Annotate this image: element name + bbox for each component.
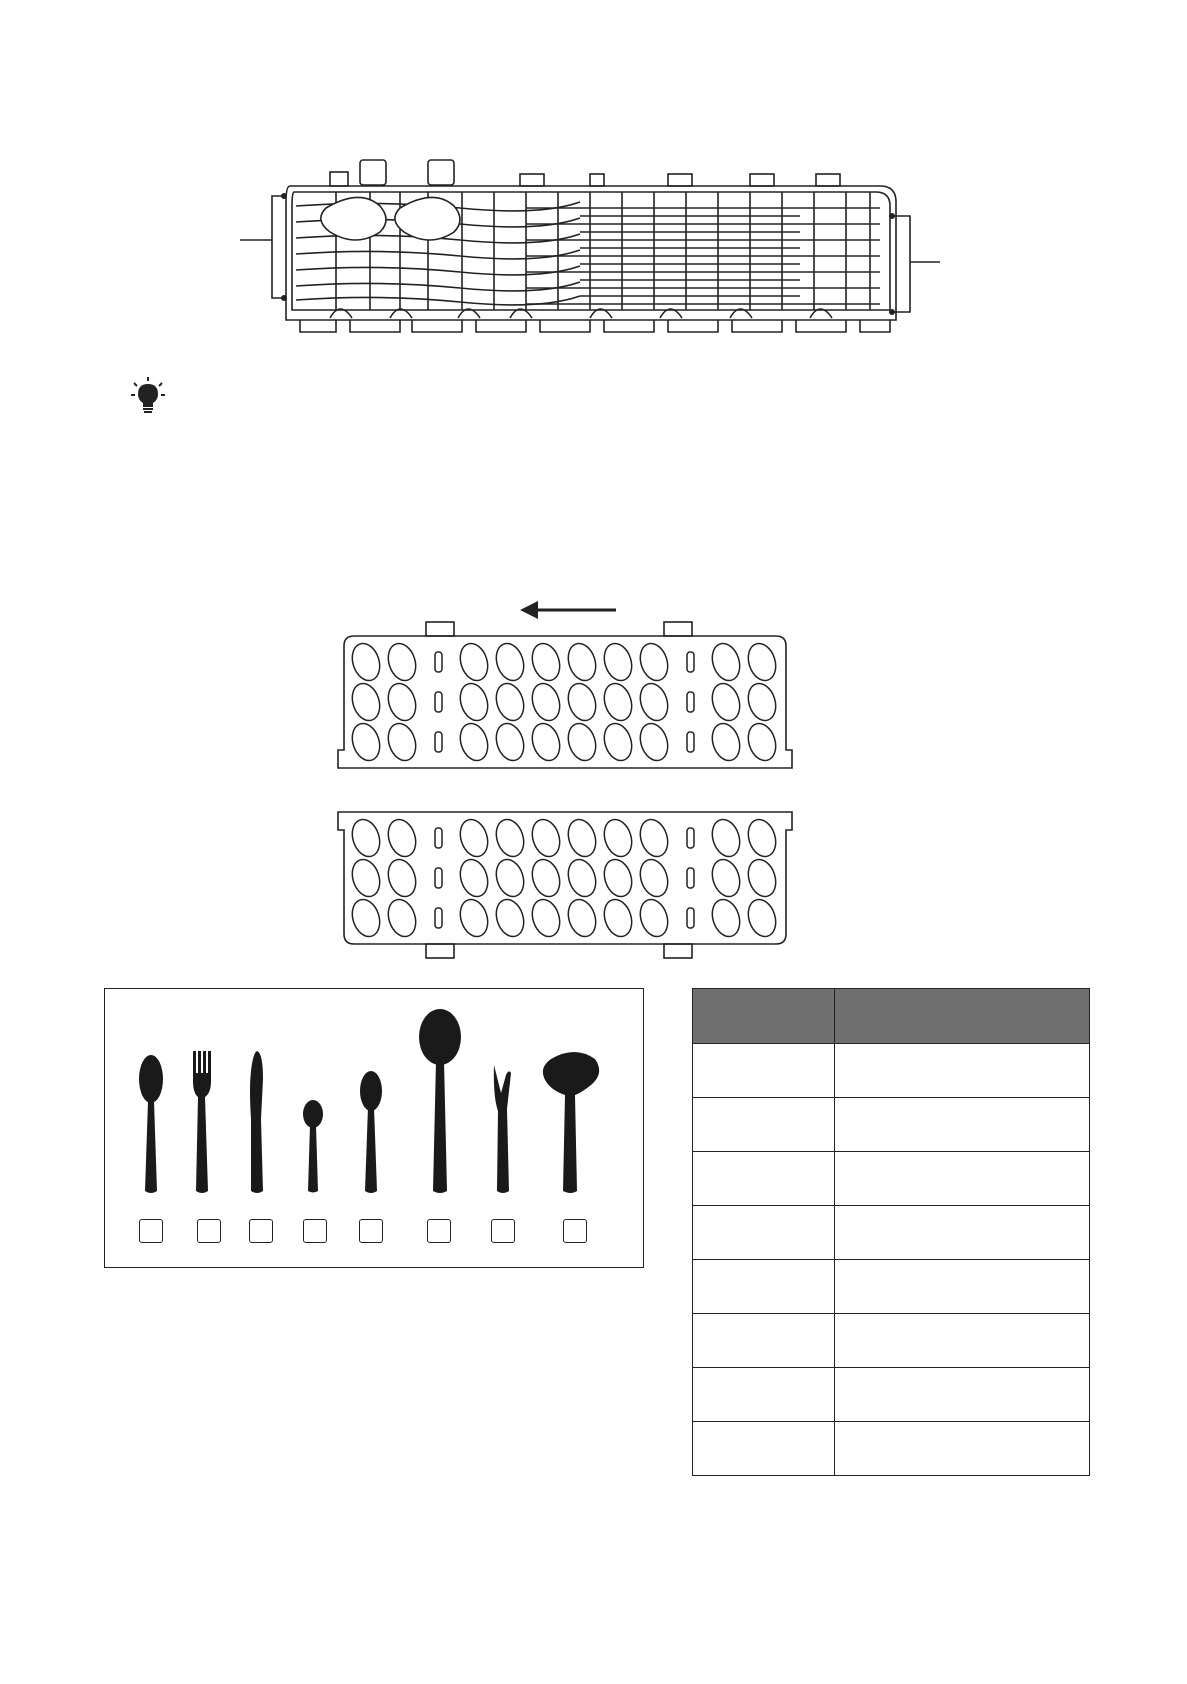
table-row bbox=[693, 1152, 1090, 1206]
teaspoon-icon bbox=[303, 1100, 323, 1193]
checkbox-dessert-spoon[interactable] bbox=[359, 1219, 383, 1243]
checkbox-fork[interactable] bbox=[197, 1219, 221, 1243]
tray-hole bbox=[348, 816, 384, 860]
arrow-left-icon bbox=[520, 598, 616, 622]
tray-hole bbox=[600, 680, 636, 724]
cutlery-legend-table bbox=[692, 988, 1090, 1476]
knife-icon bbox=[250, 1051, 263, 1193]
serving-fork-icon bbox=[494, 1065, 511, 1193]
tray-hole bbox=[384, 720, 420, 764]
tablespoon-icon bbox=[139, 1055, 163, 1193]
tray-hole bbox=[456, 896, 492, 940]
tray-hole bbox=[744, 640, 780, 684]
tray-slot bbox=[435, 828, 442, 848]
tray-hole bbox=[564, 640, 600, 684]
tray-hole bbox=[636, 816, 672, 860]
tray-hole bbox=[636, 856, 672, 900]
table-cell bbox=[693, 1368, 835, 1422]
table-cell bbox=[693, 1206, 835, 1260]
tray-hole bbox=[708, 680, 744, 724]
tray-hole bbox=[744, 816, 780, 860]
lightbulb-icon bbox=[130, 375, 166, 415]
tray-hole bbox=[528, 856, 564, 900]
tray-hole bbox=[744, 896, 780, 940]
checkbox-serving-spoon[interactable] bbox=[427, 1219, 451, 1243]
tray-hole bbox=[456, 816, 492, 860]
tray-slot bbox=[435, 732, 442, 752]
dessert-spoon-icon bbox=[360, 1071, 382, 1193]
cutlery-selection-panel bbox=[104, 988, 644, 1268]
tray-slot bbox=[687, 908, 694, 928]
tray-hole bbox=[708, 640, 744, 684]
tray-hole bbox=[384, 856, 420, 900]
tray-hole bbox=[384, 680, 420, 724]
tray-hole bbox=[564, 856, 600, 900]
tray-hole bbox=[348, 856, 384, 900]
tray-hole bbox=[744, 680, 780, 724]
checkbox-teaspoon[interactable] bbox=[303, 1219, 327, 1243]
tray-hole bbox=[384, 640, 420, 684]
table-header-cell bbox=[693, 989, 835, 1044]
tray-hole bbox=[456, 680, 492, 724]
serving-spoon-icon bbox=[419, 1009, 461, 1193]
tray-hole bbox=[492, 816, 528, 860]
tray-hole bbox=[564, 896, 600, 940]
table-cell bbox=[834, 1422, 1089, 1476]
tray-slot bbox=[687, 652, 694, 672]
tray-hole bbox=[564, 816, 600, 860]
table-cell bbox=[834, 1152, 1089, 1206]
table-cell bbox=[693, 1098, 835, 1152]
checkbox-serving-fork[interactable] bbox=[491, 1219, 515, 1243]
gravy-ladle-icon bbox=[543, 1052, 599, 1193]
tray-hole bbox=[348, 896, 384, 940]
checkbox-knife[interactable] bbox=[249, 1219, 273, 1243]
tray-hole bbox=[528, 896, 564, 940]
tray-slot bbox=[435, 868, 442, 888]
tray-hole bbox=[600, 720, 636, 764]
tray-hole bbox=[564, 680, 600, 724]
checkbox-gravy-ladle[interactable] bbox=[563, 1219, 587, 1243]
table-row bbox=[693, 1206, 1090, 1260]
tray-hole bbox=[456, 720, 492, 764]
tray-hole bbox=[636, 640, 672, 684]
tray-hole bbox=[708, 720, 744, 764]
tray-hole bbox=[564, 720, 600, 764]
table-cell bbox=[693, 1044, 835, 1098]
table-row bbox=[693, 1044, 1090, 1098]
table-row bbox=[693, 1422, 1090, 1476]
tray-hole bbox=[348, 680, 384, 724]
table-row bbox=[693, 1368, 1090, 1422]
table-cell bbox=[693, 1314, 835, 1368]
tray-slot bbox=[687, 828, 694, 848]
table-cell bbox=[693, 1422, 835, 1476]
cutlery-silhouettes bbox=[105, 989, 645, 1219]
table-cell bbox=[834, 1368, 1089, 1422]
table-row bbox=[693, 1098, 1090, 1152]
table-cell bbox=[834, 1044, 1089, 1098]
tray-slot bbox=[687, 692, 694, 712]
tray-hole bbox=[636, 896, 672, 940]
tray-hole bbox=[528, 816, 564, 860]
checkbox-tablespoon[interactable] bbox=[139, 1219, 163, 1243]
tray-hole bbox=[528, 680, 564, 724]
table-cell bbox=[834, 1098, 1089, 1152]
tray-hole bbox=[636, 680, 672, 724]
tray-hole bbox=[492, 720, 528, 764]
tray-hole bbox=[708, 816, 744, 860]
tray-insert-bottom bbox=[330, 800, 800, 960]
tray-hole bbox=[492, 896, 528, 940]
cutlery-rack-diagram bbox=[240, 150, 960, 350]
tray-hole bbox=[456, 640, 492, 684]
tray-hole bbox=[528, 640, 564, 684]
tray-hole bbox=[600, 640, 636, 684]
table-cell bbox=[693, 1152, 835, 1206]
tray-hole bbox=[744, 856, 780, 900]
tray-hole bbox=[348, 720, 384, 764]
tray-hole bbox=[600, 856, 636, 900]
tray-hole bbox=[492, 640, 528, 684]
tray-hole bbox=[708, 896, 744, 940]
tray-slot bbox=[435, 652, 442, 672]
table-cell bbox=[834, 1206, 1089, 1260]
tray-hole bbox=[456, 856, 492, 900]
tray-hole bbox=[636, 720, 672, 764]
table-cell bbox=[693, 1260, 835, 1314]
table-header-row bbox=[693, 989, 1090, 1044]
tray-hole bbox=[600, 896, 636, 940]
tray-insert-top bbox=[330, 620, 800, 780]
tray-hole bbox=[384, 896, 420, 940]
tray-hole bbox=[708, 856, 744, 900]
tray-hole bbox=[492, 856, 528, 900]
table-header-cell bbox=[834, 989, 1089, 1044]
tray-slot bbox=[435, 908, 442, 928]
tray-hole bbox=[492, 680, 528, 724]
tray-slot bbox=[687, 732, 694, 752]
tray-slot bbox=[687, 868, 694, 888]
table-row bbox=[693, 1314, 1090, 1368]
table-cell bbox=[834, 1260, 1089, 1314]
tray-hole bbox=[384, 816, 420, 860]
table-row bbox=[693, 1260, 1090, 1314]
tray-hole bbox=[528, 720, 564, 764]
table-cell bbox=[834, 1314, 1089, 1368]
tray-hole bbox=[600, 816, 636, 860]
fork-icon bbox=[193, 1051, 211, 1193]
tray-hole bbox=[744, 720, 780, 764]
tray-slot bbox=[435, 692, 442, 712]
tray-hole bbox=[348, 640, 384, 684]
